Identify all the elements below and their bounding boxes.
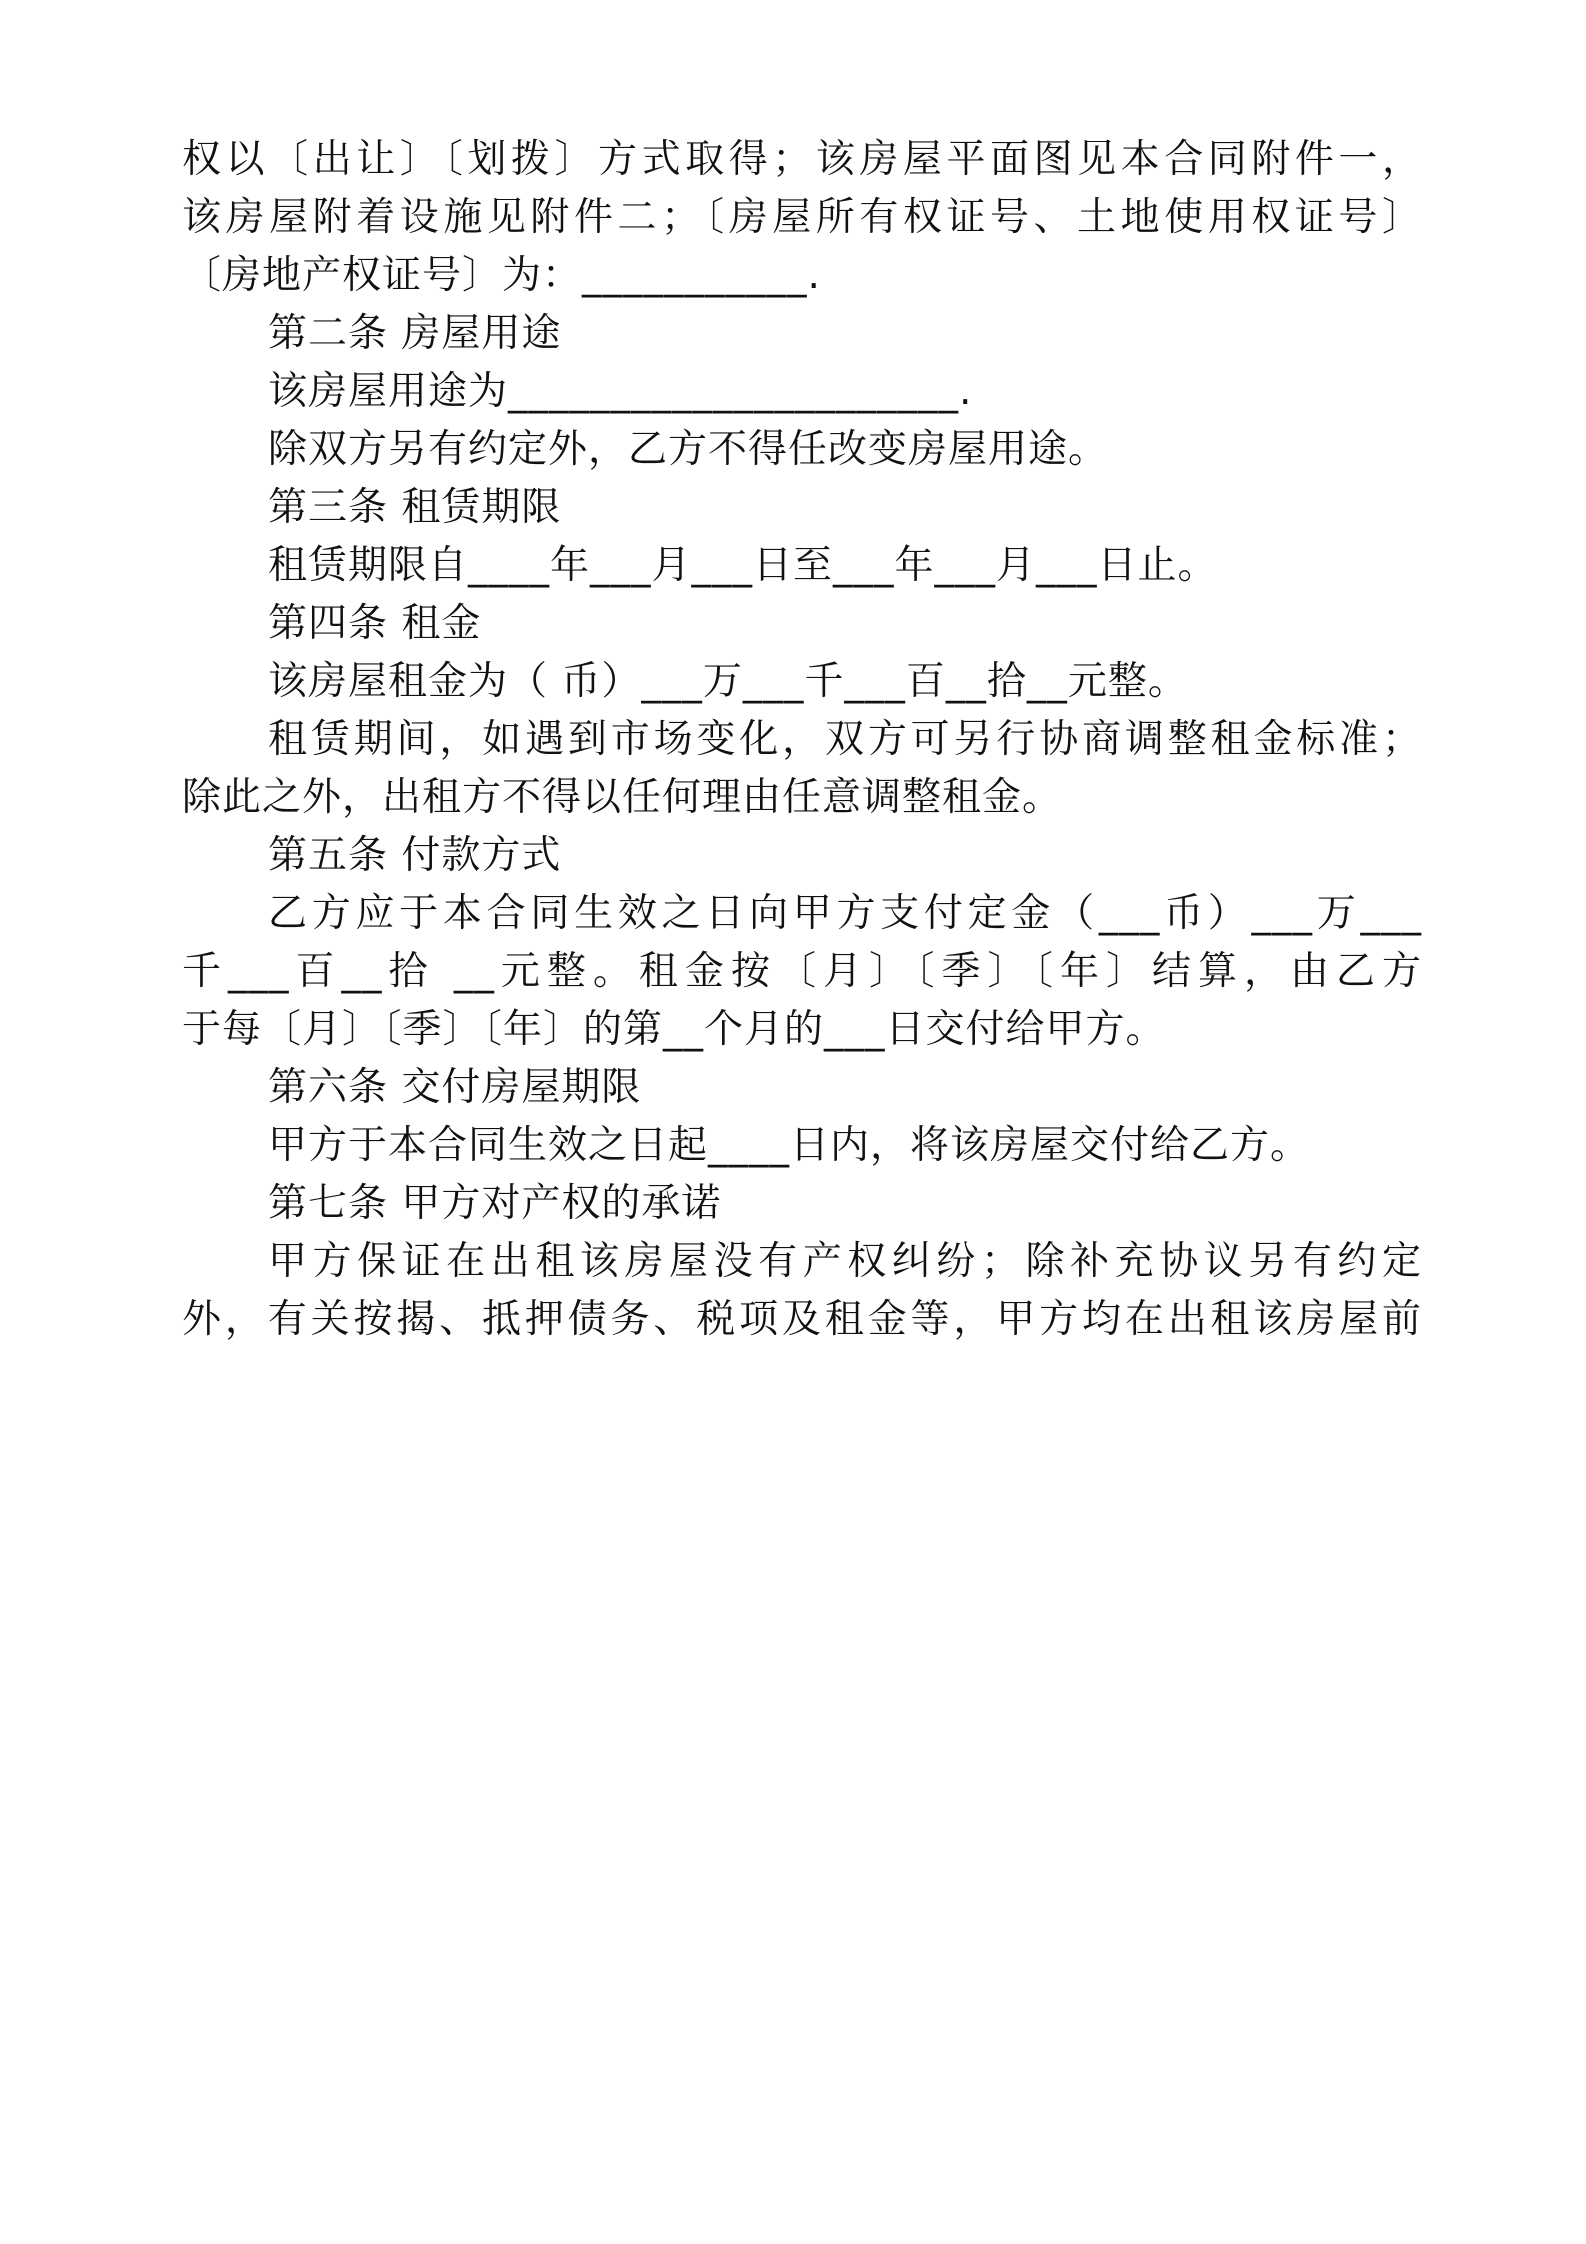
body-line: 该房屋用途为______________________. — [268, 369, 973, 414]
body-line: 除双方另有约定外，乙方不得任改变房屋用途。 — [268, 427, 1109, 472]
section-heading-2: 第二条 房屋用途 — [268, 311, 562, 356]
body-line: 千___百__拾 __元整。租金按〔月〕〔季〕〔年〕结算，由乙方 — [182, 949, 1422, 994]
body-line: 权以〔出让〕〔划拨〕方式取得；该房屋平面图见本合同附件一， — [182, 137, 1422, 182]
section-heading-4: 第四条 租金 — [268, 601, 482, 646]
body-line: 除此之外，出租方不得以任何理由任意调整租金。 — [182, 775, 1063, 820]
body-line: 〔房地产权证号〕为：___________. — [182, 253, 821, 298]
body-line: 租赁期间，如遇到市场变化，双方可另行协商调整租金标准； — [268, 717, 1422, 762]
section-heading-3: 第三条 租赁期限 — [268, 485, 562, 530]
body-line: 该房屋附着设施见附件二；〔房屋所有权证号、土地使用权证号〕 — [182, 195, 1422, 240]
section-heading-5: 第五条 付款方式 — [268, 833, 562, 878]
body-line: 甲方于本合同生效之日起____日内，将该房屋交付给乙方。 — [268, 1123, 1311, 1168]
body-line: 外，有关按揭、抵押债务、税项及租金等，甲方均在出租该房屋前 — [182, 1297, 1422, 1342]
section-heading-7: 第七条 甲方对产权的承诺 — [268, 1181, 722, 1226]
body-line: 乙方应于本合同生效之日向甲方支付定金（___币）___万___ — [268, 891, 1422, 936]
section-heading-6: 第六条 交付房屋期限 — [268, 1065, 642, 1110]
body-line: 甲方保证在出租该房屋没有产权纠纷；除补充协议另有约定 — [268, 1239, 1422, 1284]
body-line: 租赁期限自____年___月___日至___年___月___日止。 — [268, 543, 1218, 588]
body-line: 该房屋租金为（ 币）___万___千___百__拾__元整。 — [268, 659, 1188, 704]
body-line: 于每〔月〕〔季〕〔年〕的第__个月的___日交付给甲方。 — [182, 1007, 1166, 1052]
